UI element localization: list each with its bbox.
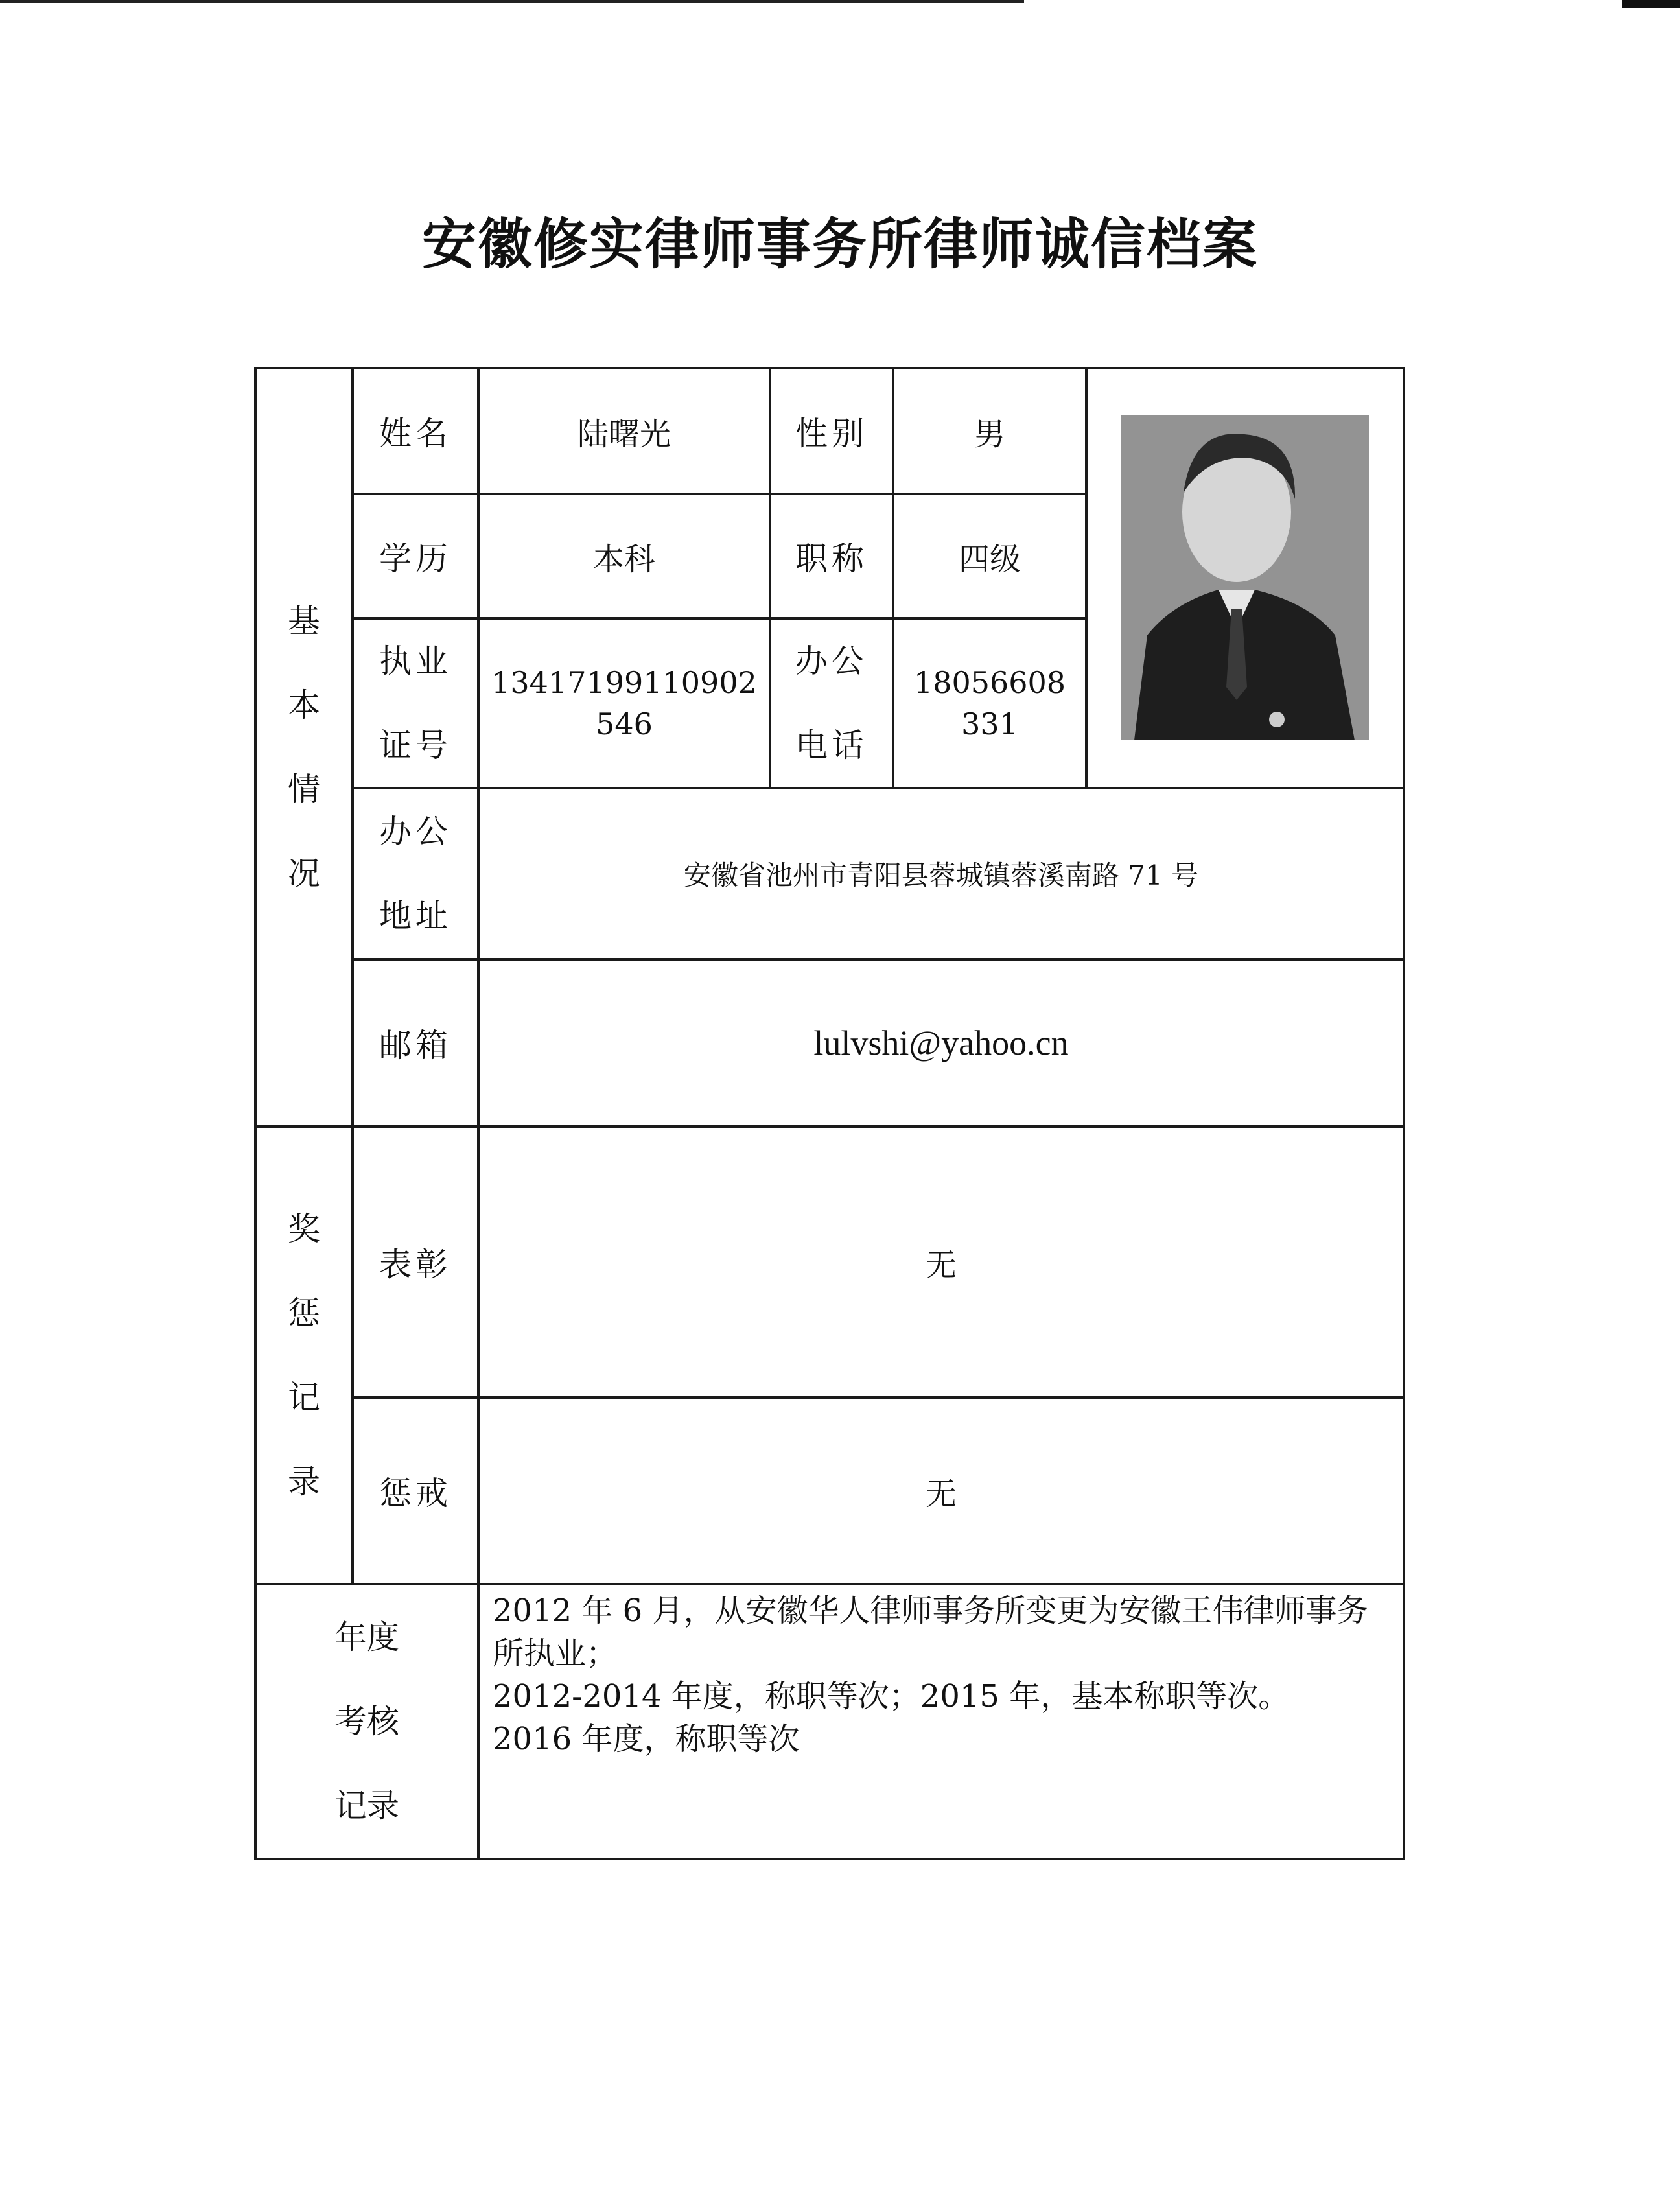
name-value: 陆曙光 [577,415,671,452]
phone-value: 18056608331 [913,665,1066,742]
discipline-value: 无 [925,1475,957,1512]
document-title: 安徽修实律师事务所律师诚信档案 [421,213,1258,276]
email-value: lulvshi@yahoo.cn [813,1023,1069,1062]
scan-edge [0,0,1024,3]
section-annual-line-3: 记录 [334,1787,399,1825]
section-basic-char-4: 况 [288,855,320,893]
label-line: 执业 [379,642,452,680]
title-value: 四级 [958,541,1021,578]
section-rewards-char-3: 记 [288,1379,320,1416]
license-label [354,620,477,787]
section-annual-line-1: 年度 [334,1619,399,1656]
commendation-value: 无 [925,1246,957,1283]
section-basic-info [257,369,351,1125]
annual-review-content [480,1585,1403,1858]
section-rewards [257,1128,351,1583]
label-line: 证号 [379,727,452,764]
gender-label: 性别 [795,415,868,452]
commendation-label: 表彰 [379,1246,452,1283]
section-basic-char-1: 基 [288,602,320,640]
label-line: 办公 [379,813,452,850]
portrait-photo [1121,415,1369,740]
gender-value: 男 [974,415,1005,452]
discipline-label: 惩戒 [379,1475,452,1512]
section-rewards-char-1: 奖 [288,1210,320,1248]
section-annual [257,1585,477,1858]
portrait-image [1121,415,1369,740]
label-line: 电话 [795,727,868,764]
annual-review-line: 2012 年 6 月，从安徽华人律师事务所变更为安徽王伟律师事务所执业； [493,1593,1368,1672]
section-rewards-char-4: 录 [288,1463,320,1501]
annual-review-line: 2012-2014 年度，称职等次；2015 年，基本称职等次。 [493,1678,1290,1714]
scan-edge-mark [1622,0,1680,8]
name-label: 姓名 [379,415,452,452]
phone-label [771,620,892,787]
label-line: 办公 [795,642,868,680]
section-basic-char-3: 情 [288,771,320,808]
label-line: 地址 [379,897,452,935]
education-value: 本科 [592,541,655,578]
title-label: 职称 [795,540,868,578]
section-basic-char-2: 本 [288,686,320,724]
education-label: 学历 [379,540,452,578]
email-label: 邮箱 [379,1027,452,1064]
address-value: 安徽省池州市青阳县蓉城镇蓉溪南路 71 号 [683,859,1199,891]
section-rewards-char-2: 惩 [288,1294,320,1332]
annual-review-line: 2016 年度，称职等次 [493,1721,800,1757]
section-annual-line-2: 考核 [334,1703,399,1740]
address-label [354,789,477,958]
license-value: 13417199110902546 [491,665,757,742]
